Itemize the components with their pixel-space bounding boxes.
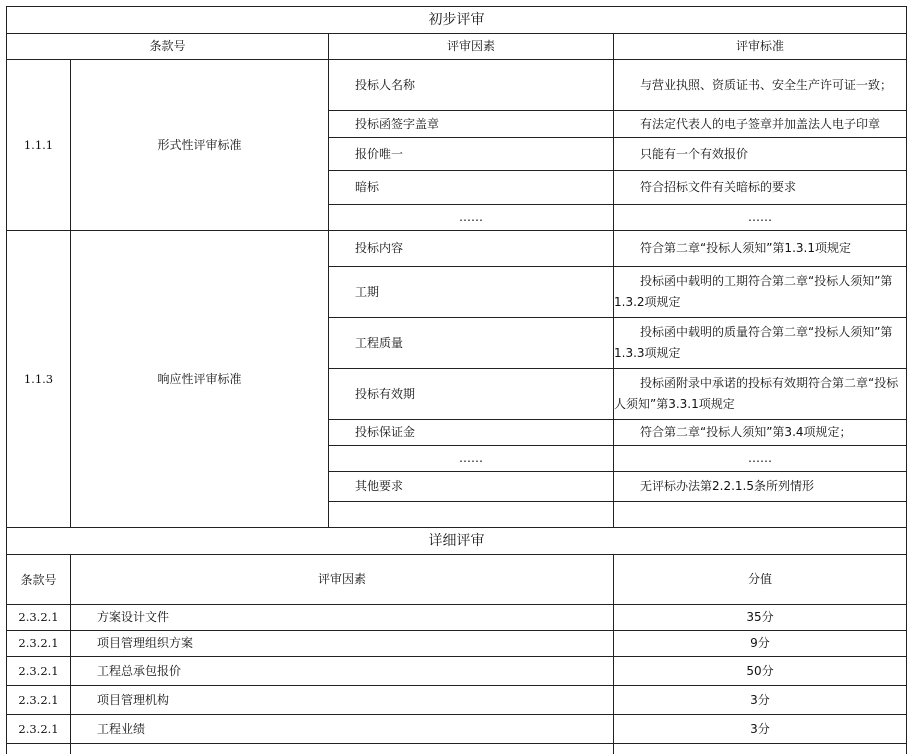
table-row <box>7 657 907 686</box>
factor-cell: 工程质量 <box>329 318 614 369</box>
standard-cell: 有法定代表人的电子签章并加盖法人电子印章 <box>614 111 907 138</box>
standard-cell: 符合招标文件有关暗标的要求 <box>614 171 907 205</box>
empty-cell <box>71 744 614 754</box>
factor-cell: 项目管理组织方案 <box>71 631 614 657</box>
standard-cell: 符合第二章“投标人须知”第1.3.1项规定 <box>614 231 907 267</box>
standard-cell: 投标函中载明的工期符合第二章“投标人须知”第1.3.2项规定 <box>614 267 907 318</box>
factor-cell: 工期 <box>329 267 614 318</box>
factor-cell: 投标有效期 <box>329 369 614 420</box>
preliminary-header-row <box>7 34 907 60</box>
score-cell: 3分 <box>614 686 907 715</box>
table-row <box>7 744 907 754</box>
header-clause: 条款号 <box>7 555 71 605</box>
factor-cell <box>329 502 614 528</box>
table-row <box>7 631 907 657</box>
standard-cell <box>614 502 907 528</box>
standard-cell: 与营业执照、资质证书、安全生产许可证一致； <box>614 60 907 111</box>
factor-cell: …… <box>329 446 614 472</box>
standard-cell: 只能有一个有效报价 <box>614 138 907 171</box>
table-row <box>7 60 907 111</box>
clause-cell: 2.3.2.1 <box>7 686 71 715</box>
clause-cell: 2.3.2.1 <box>7 605 71 631</box>
table-row <box>7 686 907 715</box>
standard-cell: …… <box>614 446 907 472</box>
standard-cell: 投标函附录中承诺的投标有效期符合第二章“投标人须知”第3.3.1项规定 <box>614 369 907 420</box>
clause-number: 1.1.3 <box>7 231 71 528</box>
table-row <box>7 231 907 267</box>
factor-cell: 工程总承包报价 <box>71 657 614 686</box>
header-factor: 评审因素 <box>329 34 614 60</box>
score-cell: 35分 <box>614 605 907 631</box>
table-row <box>7 605 907 631</box>
factor-cell: 其他要求 <box>329 472 614 502</box>
header-clause: 条款号 <box>7 34 329 60</box>
factor-cell: 报价唯一 <box>329 138 614 171</box>
criterion-name: 响应性评审标准 <box>71 231 329 528</box>
factor-cell: 投标内容 <box>329 231 614 267</box>
preliminary-title-row <box>7 7 907 34</box>
factor-cell: 项目管理机构 <box>71 686 614 715</box>
header-score: 分值 <box>614 555 907 605</box>
clause-cell: 2.3.2.1 <box>7 657 71 686</box>
score-cell: 50分 <box>614 657 907 686</box>
factor-cell: 方案设计文件 <box>71 605 614 631</box>
factor-cell: 暗标 <box>329 171 614 205</box>
clause-number: 1.1.1 <box>7 60 71 231</box>
criterion-name: 形式性评审标准 <box>71 60 329 231</box>
standard-cell: …… <box>614 205 907 231</box>
factor-cell: 投标保证金 <box>329 420 614 446</box>
score-cell: 3分 <box>614 715 907 744</box>
table-row <box>7 715 907 744</box>
empty-cell <box>7 744 71 754</box>
header-standard: 评审标准 <box>614 34 907 60</box>
score-cell: 9分 <box>614 631 907 657</box>
standard-cell: 无评标办法第2.2.1.5条所列情形 <box>614 472 907 502</box>
standard-cell: 投标函中载明的质量符合第二章“投标人须知”第1.3.3项规定 <box>614 318 907 369</box>
clause-cell: 2.3.2.1 <box>7 715 71 744</box>
evaluation-table <box>6 6 907 754</box>
factor-cell: …… <box>329 205 614 231</box>
factor-cell: 投标函签字盖章 <box>329 111 614 138</box>
factor-cell: 投标人名称 <box>329 60 614 111</box>
factor-cell: 工程业绩 <box>71 715 614 744</box>
empty-cell <box>614 744 907 754</box>
header-factor: 评审因素 <box>71 555 614 605</box>
detailed-header-row <box>7 555 907 605</box>
preliminary-title: 初步评审 <box>7 7 907 34</box>
clause-cell: 2.3.2.1 <box>7 631 71 657</box>
detailed-title-row <box>7 528 907 555</box>
standard-cell: 符合第二章“投标人须知”第3.4项规定； <box>614 420 907 446</box>
detailed-title: 详细评审 <box>7 528 907 555</box>
